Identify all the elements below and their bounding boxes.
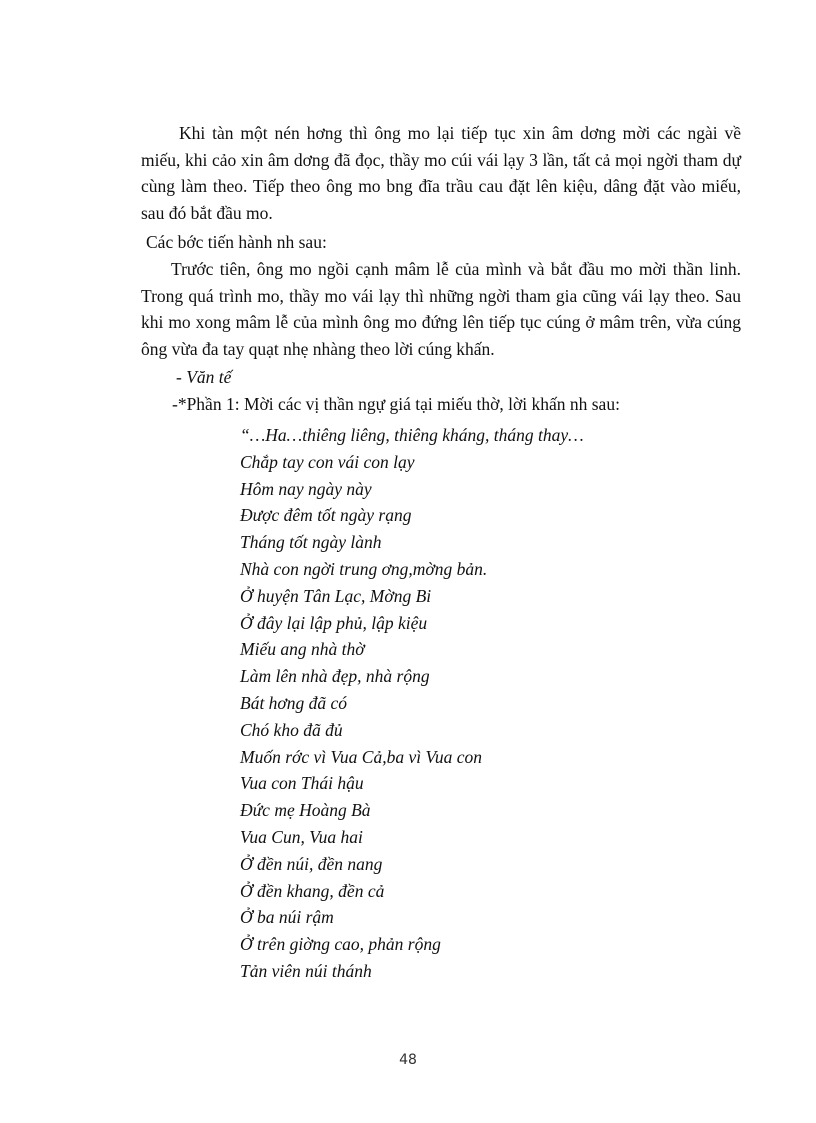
poem-line: Ở ba núi rậm [240,907,334,928]
section-subheading: - Văn tế [176,367,232,387]
poem-line: Tháng tốt ngày lành [240,532,382,553]
poem-line: Được đêm tốt ngày rạng [240,505,412,526]
steps-heading: Các bớc tiến hành nh sau: [146,232,327,252]
page-number: 48 [399,1052,417,1068]
poem-line: Ở đền khang, đền cả [240,880,385,901]
poem-line: Bát hơng đã có [240,692,348,713]
poem-line: Vua con Thái hậu [240,773,364,794]
poem-line: Chó kho đã đủ [240,719,343,740]
paragraph-mo-procedure: Trước tiên, ông mo ngồi cạnh mâm lễ của mình và bắt đầu mo mời thần linh. Trong quá trình mo, thầy mo vái lạy thì những ngời tham gia cũng vái lạy theo. Sau khi mo xong mâm lễ của mình ông mo đứng lên tiếp tục cúng ở mâm trên, vừa cúng ông vừa đa tay quạt nhẹ nhàng theo lời cúng khấn. [141,259,741,359]
poem-line: Muốn rớc vì Vua Cả,ba vì Vua con [240,746,482,767]
poem-line: Ở trên giờng cao, phản rộng [240,934,441,955]
poem-line: Miếu ang nhà thờ [240,639,365,660]
part1-heading: -*Phần 1: Mời các vị thần ngự giá tại miếu thờ, lời khấn nh sau: [172,394,620,414]
poem-line: Ở huyện Tân Lạc, Mờng Bi [240,585,432,606]
paragraph-incense-ritual: Khi tàn một nén hơng thì ông mo lại tiếp tục xin âm dơng mời các ngài về miếu, khi cảo xin âm dơng đã đọc, thầy mo cúi vái lạy 3 lần, tất cả mọi ngời tham dự cùng làm theo. Tiếp theo ông mo bng đĩa trầu cau đặt lên kiệu, dâng đặt vào miếu, sau đó bắt đầu mo. [141,123,741,223]
invocation-poem [240,422,584,985]
poem-line: Đức mẹ Hoàng Bà [240,800,371,821]
poem-line: Làm lên nhà đẹp, nhà rộng [240,666,430,687]
poem-line: Ở đây lại lập phủ, lập kiệu [240,612,428,633]
poem-line: Nhà con ngời trung ơng,mờng bản. [240,558,488,579]
poem-line: Chắp tay con vái con lạy [240,451,415,472]
poem-line: Hôm nay ngày này [240,478,372,499]
poem-line: Vua Cun, Vua hai [240,826,363,847]
poem-line: Ở đền núi, đền nang [240,853,383,874]
poem-line: Tản viên núi thánh [240,960,372,981]
poem-line: “…Ha…thiêng liêng, thiêng kháng, tháng thay… [240,425,584,445]
